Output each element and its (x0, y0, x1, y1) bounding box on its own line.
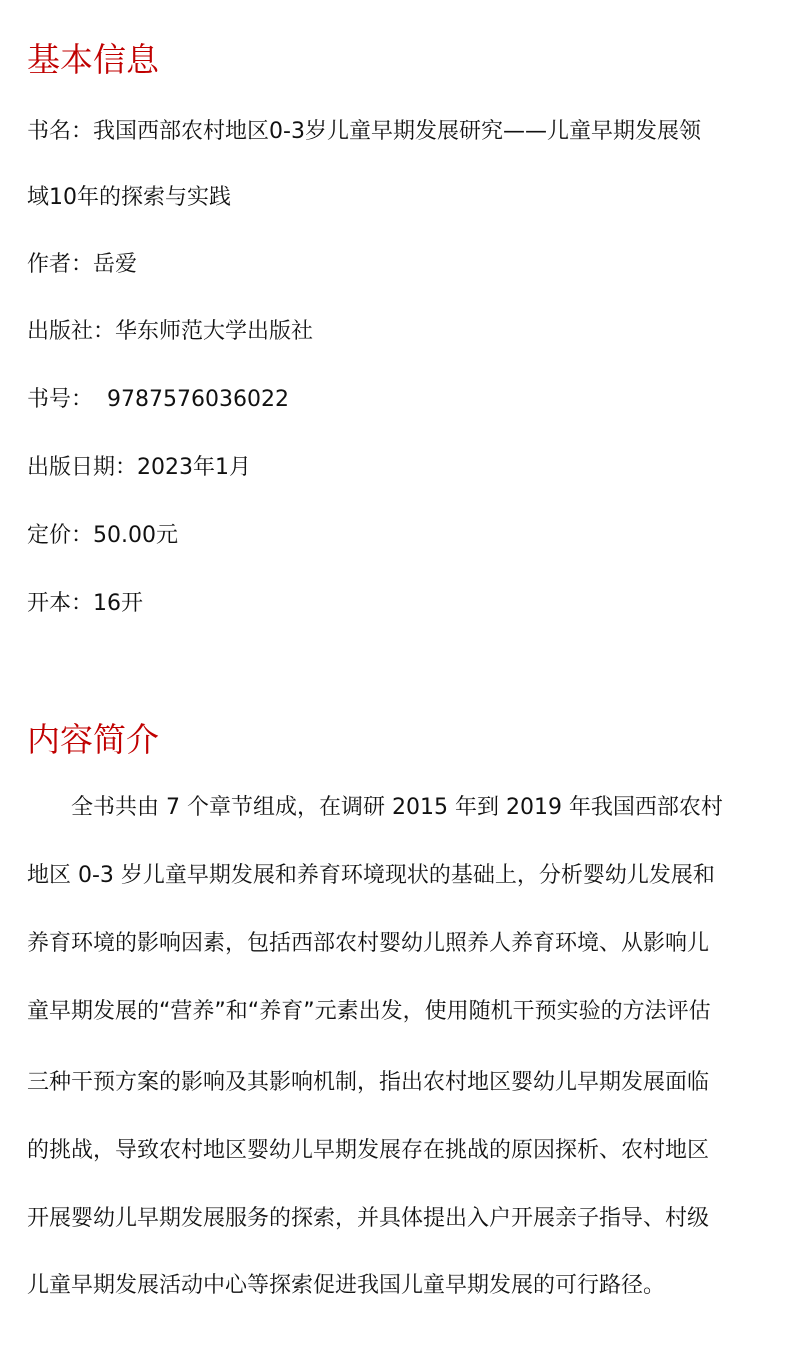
intro-line-2: 地区 0-3 岁儿童早期发展和养育环境现状的基础上，分析婴幼儿发展和 (27, 863, 715, 888)
book-name-line (27, 116, 701, 148)
pub-date-line (27, 452, 251, 484)
publisher-label: 出版社： (27, 319, 116, 344)
author-label: 作者： (27, 252, 94, 277)
book-name-continuation: 域10年的探索与实践 (27, 185, 231, 210)
intro-line-8: 儿童早期发展活动中心等探索促进我国儿童早期发展的可行路径。 (27, 1273, 666, 1298)
introduction-heading: 内容简介 (27, 720, 159, 759)
publisher-line (27, 316, 313, 348)
publisher-value: 华东师范大学出版社 (115, 319, 314, 344)
book-name-label: 书名： (27, 119, 94, 144)
price-line (27, 520, 178, 552)
format-label: 开本： (27, 591, 94, 616)
isbn-label: 书号： (27, 387, 94, 412)
author-line (27, 249, 137, 281)
intro-line-1: 全书共由 7 个章节组成，在调研 2015 年到 2019 年我国西部农村 (71, 795, 723, 820)
book-name-value-part1: 我国西部农村地区0-3岁儿童早期发展研究——儿童早期发展领 (93, 119, 701, 144)
pub-date-value: 2023年1月 (137, 455, 252, 480)
basic-info-heading: 基本信息 (27, 40, 159, 79)
intro-line-3: 养育环境的影响因素，包括西部农村婴幼儿照养人养育环境、从影响儿 (27, 931, 710, 956)
price-value: 50.00元 (93, 523, 178, 548)
price-label: 定价： (27, 523, 94, 548)
intro-line-5: 三种干预方案的影响及其影响机制，指出农村地区婴幼儿早期发展面临 (27, 1070, 710, 1095)
author-value: 岳爱 (93, 252, 138, 277)
intro-line-6: 的挑战，导致农村地区婴幼儿早期发展存在挑战的原因探析、农村地区 (27, 1138, 710, 1163)
pub-date-label: 出版日期： (27, 455, 138, 480)
format-value: 16开 (93, 591, 144, 616)
intro-line-7: 开展婴幼儿早期发展服务的探索，并具体提出入户开展亲子指导、村级 (27, 1206, 710, 1231)
isbn-line (27, 384, 289, 416)
isbn-value: 9787576036022 (107, 387, 289, 412)
intro-line-4: 童早期发展的“营养”和“养育”元素出发，使用随机干预实验的方法评估 (27, 999, 711, 1024)
format-line (27, 588, 143, 620)
